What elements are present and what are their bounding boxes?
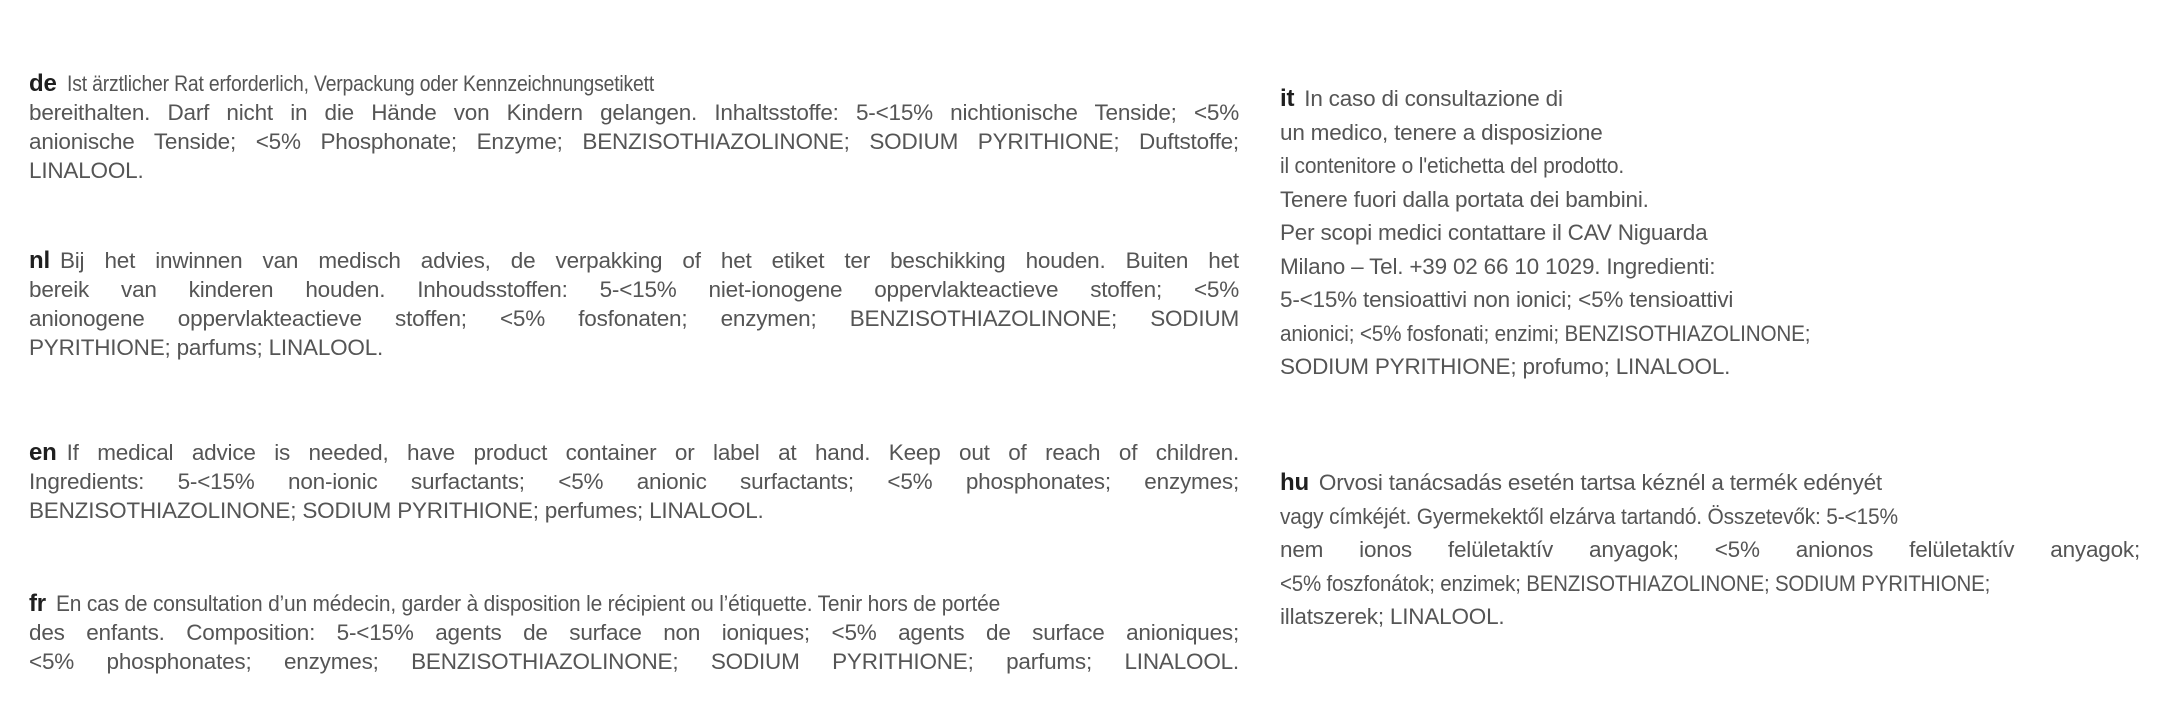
it-line-3: il contenitore o l'etichetta del prodotto. [1280, 153, 1624, 178]
section-hu [1280, 466, 2140, 634]
section-en [29, 438, 1239, 525]
language-code-nl: nl [29, 247, 50, 274]
it-line-1 [1280, 82, 2140, 116]
language-code-hu: hu [1280, 469, 1309, 496]
language-code-de: de [29, 70, 57, 97]
en-line-3: BENZISOTHIAZOLINONE; SODIUM PYRITHIONE; perfumes; LINALOOL. [29, 498, 764, 523]
de-text-1: Ist ärztlicher Rat erforderlich, Verpackung oder Kennzeichnungsetikett [66, 71, 654, 96]
it-text-1: In caso di consultazione di [1304, 86, 1563, 111]
it-line-6: Milano – Tel. +39 02 66 10 1029. Ingredienti: [1280, 253, 1716, 279]
language-code-en: en [29, 439, 57, 466]
section-nl [29, 246, 1239, 362]
de-line-3: anionische Tenside; <5% Phosphonate; Enzyme; BENZISOTHIAZOLINONE; SODIUM PYRITHIONE; Duftstoffe; [29, 129, 1239, 154]
it-line-5: Per scopi medici contattare il CAV Niguarda [1280, 220, 1708, 245]
fr-line-3: <5% phosphonates; enzymes; BENZISOTHIAZOLINONE; SODIUM PYRITHIONE; parfums; LINALOOL. [29, 649, 1239, 674]
hu-line-2: vagy címkéjét. Gyermekektől elzárva tartandó. Összetevők: 5-<15% [1280, 503, 1898, 529]
hu-line-1 [1280, 466, 2140, 500]
nl-line-1 [29, 246, 1239, 275]
it-line-2: un medico, tenere a disposizione [1280, 119, 1603, 145]
nl-line-2: bereik van kinderen houden. Inhoudsstoffen: 5-<15% niet-ionogene oppervlakteactieve stoffen; <5% [29, 277, 1239, 302]
de-line-4: LINALOOL. [29, 158, 144, 183]
en-line-1 [29, 438, 1239, 467]
section-it [1280, 82, 2140, 384]
section-fr [29, 589, 1239, 676]
hu-line-5: illatszerek; LINALOOL. [1280, 604, 1505, 629]
it-line-4: Tenere fuori dalla portata dei bambini. [1280, 186, 1649, 212]
nl-line-3: anionogene oppervlakteactieve stoffen; <5% fosfonaten; enzymen; BENZISOTHIAZOLINONE; SODIUM [29, 306, 1239, 331]
de-line-1 [29, 69, 1239, 98]
it-line-7: 5-<15% tensioattivi non ionici; <5% tensioattivi [1280, 287, 1734, 312]
hu-line-4: <5% foszfonátok; enzimek; BENZISOTHIAZOLINONE; SODIUM PYRITHIONE; [1280, 570, 1991, 596]
it-line-8: anionici; <5% fosfonati; enzimi; BENZISOTHIAZOLINONE; [1280, 320, 1811, 346]
fr-text-1: En cas de consultation d’un médecin, garder à disposition le récipient ou l’étiquette. Tenir hors de portée [55, 591, 1000, 616]
hu-text-1: Orvosi tanácsadás esetén tartsa kéznél a termék edényét [1318, 470, 1882, 495]
de-line-2: bereithalten. Darf nicht in die Hände von Kindern gelangen. Inhaltsstoffe: 5-<15% nichtionische Tenside; <5% [29, 100, 1239, 125]
it-line-9: SODIUM PYRITHIONE; profumo; LINALOOL. [1280, 354, 1731, 379]
language-code-it: it [1280, 85, 1295, 112]
fr-line-1 [29, 589, 1239, 618]
en-line-2: Ingredients: 5-<15% non-ionic surfactants; <5% anionic surfactants; <5% phosphonates; enzymes; [29, 469, 1239, 494]
fr-line-2: des enfants. Composition: 5-<15% agents de surface non ioniques; <5% agents de surface anioniques; [29, 620, 1239, 645]
en-text-1: If medical advice is needed, have product container or label at hand. Keep out of reach of children. [66, 440, 1239, 465]
nl-text-1: Bij het inwinnen van medisch advies, de verpakking of het etiket ter beschikking houden. Buiten het [59, 248, 1239, 273]
hu-line-3: nem ionos felületaktív anyagok; <5% anionos felületaktív anyagok; [1280, 537, 2140, 562]
nl-line-4: PYRITHIONE; parfums; LINALOOL. [29, 335, 384, 360]
language-code-fr: fr [29, 590, 46, 617]
section-de [29, 69, 1239, 185]
